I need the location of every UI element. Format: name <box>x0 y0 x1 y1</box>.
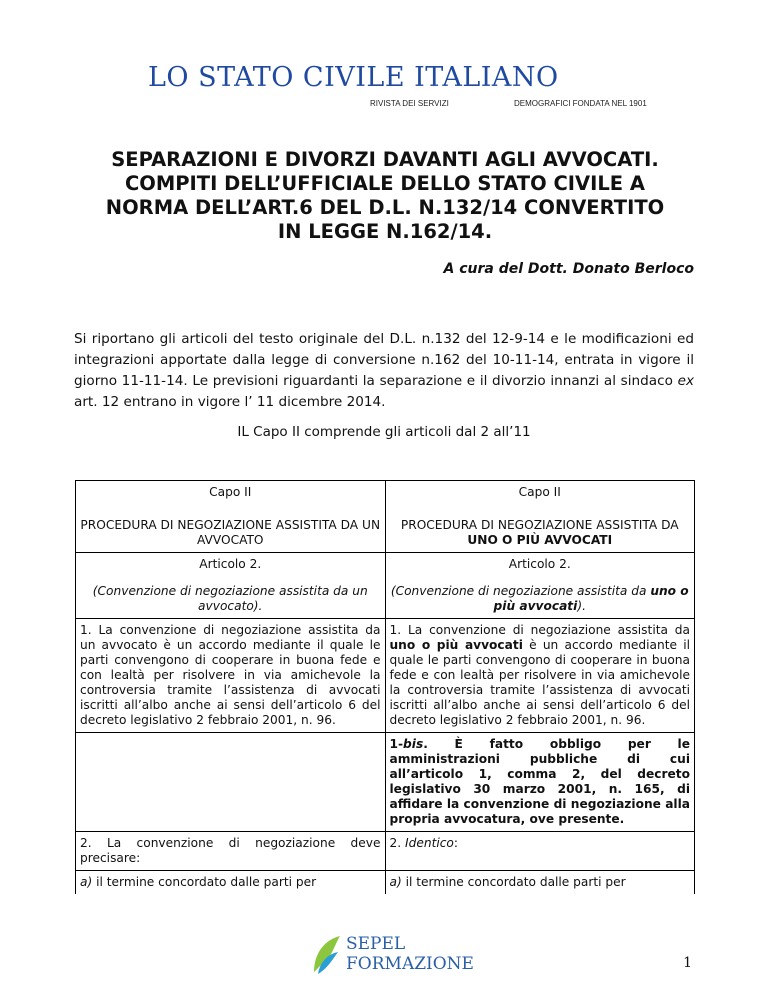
left-articolo: Articolo 2. <box>199 557 262 571</box>
right-comma1-end: è un accordo mediante il quale le parti convengono di cooperare in buona fede e con lealtà per risolvere in via amichevole la controversia tramite l’assistenza di avvocati iscritti all’albo anche ai sensi dell’articolo 6 del decreto legislativo 2 febbraio 2001, n. 96. <box>389 638 690 727</box>
comparison-table <box>75 480 695 894</box>
title-line: IN LEGGE N.162/14. <box>277 220 493 243</box>
masthead-subtitle-left: RIVISTA DEI SERVIZI <box>370 99 449 108</box>
left-empty-cell <box>76 733 386 832</box>
left-lettera-a-cell <box>76 871 386 895</box>
intro-text-end: art. 12 entrano in vigore l’ 11 dicembre 2014. <box>74 394 386 410</box>
table-row <box>76 832 695 871</box>
title-line: NORMA DELL’ART.6 DEL D.L. N.132/14 CONVERTITO <box>105 196 665 219</box>
right-capo-cell <box>385 481 695 553</box>
right-procedura-bold: UNO O PIÙ AVVOCATI <box>467 533 613 547</box>
right-a-text: il termine concordato dalle parti per <box>401 875 626 889</box>
right-a-label: a) <box>389 875 402 889</box>
left-a-label: a) <box>80 875 93 889</box>
right-procedura <box>390 518 691 548</box>
masthead-logo <box>148 62 647 112</box>
masthead-title: LO STATO CIVILE ITALIANO <box>148 62 559 93</box>
bis-text: . È fatto obbligo per le amministrazioni pubbliche di cui all’articolo 1, comma 2, del decreto legislativo 30 marzo 2001, n. 165, di affidare la convenzione di negoziazione alla propria avvocatura, ove presente. <box>389 737 690 826</box>
left-comma2-cell: 2. La convenzione di negoziazione deve precisare: <box>76 832 386 871</box>
right-rubrica-bold: uno o più avvocati <box>493 584 689 613</box>
right-comma2-cell <box>385 832 695 871</box>
title-line: COMPITI DELL’UFFICIALE DELLO STATO CIVILE A <box>124 172 646 195</box>
page-number: 1 <box>683 955 692 971</box>
right-articolo: Articolo 2. <box>508 557 571 571</box>
table-row <box>76 619 695 733</box>
left-rubrica: (Convenzione di negoziazione assistita da un avvocato). <box>92 584 368 613</box>
left-procedura: PROCEDURA DI NEGOZIAZIONE ASSISTITA DA UN AVVOCATO <box>80 518 381 547</box>
bis-label: bis <box>403 737 424 751</box>
intro-paragraph <box>74 329 694 413</box>
right-comma1-cell <box>385 619 695 733</box>
left-articolo-cell <box>76 553 386 619</box>
sepel-logo <box>310 930 474 980</box>
table-row <box>76 481 695 553</box>
logo-line-1: SEPEL <box>346 934 406 954</box>
right-comma1-text: 1. La convenzione di negoziazione assistita da <box>389 623 690 637</box>
table-row <box>76 871 695 895</box>
right-comma2-identico: Identico <box>405 836 454 850</box>
left-capo-cell <box>76 481 386 553</box>
right-rubrica <box>390 584 691 614</box>
right-comma2-number: 2. <box>389 836 406 850</box>
bis-number: 1- <box>389 737 404 751</box>
right-rubrica-text: (Convenzione di negoziazione assistita da <box>390 584 651 598</box>
right-comma2-colon: : <box>453 836 458 850</box>
intro-ex: ex <box>677 373 694 389</box>
right-articolo-cell <box>385 553 695 619</box>
right-comma1bis-cell <box>385 733 695 832</box>
right-comma1-bold: uno o più avvocati <box>389 638 523 652</box>
masthead-subtitle-right: DEMOGRAFICI FONDATA NEL 1901 <box>514 99 647 108</box>
table-row <box>76 553 695 619</box>
right-capo: Capo II <box>518 485 561 499</box>
author-line: A cura del Dott. Donato Berloco <box>443 261 694 277</box>
title-line: SEPARAZIONI E DIVORZI DAVANTI AGLI AVVOCATI. <box>111 148 659 171</box>
document-title <box>60 148 710 244</box>
logo-line-2: FORMAZIONE <box>346 954 474 974</box>
right-lettera-a-cell <box>385 871 695 895</box>
left-a-text: il termine concordato dalle parti per <box>92 875 317 889</box>
right-procedura-text: PROCEDURA DI NEGOZIAZIONE ASSISTITA DA <box>400 518 679 532</box>
intro-text: Si riportano gli articoli del testo originale del D.L. n.132 del 12-9-14 e le modificazioni ed integrazioni apportate dalla legge di conversione n.162 del 10-11-14, entrata in vigore il giorno 11-11-14. Le previsioni riguardanti la separazione e il divorzio innanzi al sindaco <box>74 331 694 389</box>
table-row <box>76 733 695 832</box>
left-capo: Capo II <box>209 485 252 499</box>
left-comma1-cell: 1. La convenzione di negoziazione assistita da un avvocato è un accordo mediante il quale le parti convengono di cooperare in buona fede e con lealtà per risolvere in via amichevole la controversia tramite l’assistenza di avvocati iscritti all’albo anche ai sensi dell’articolo 6 del decreto legislativo 2 febbraio 2001, n. 96. <box>76 619 386 733</box>
right-rubrica-end: ). <box>577 599 586 613</box>
leaf-icon <box>310 932 342 976</box>
capo-intro-line: IL Capo II comprende gli articoli dal 2 all’11 <box>237 424 531 440</box>
